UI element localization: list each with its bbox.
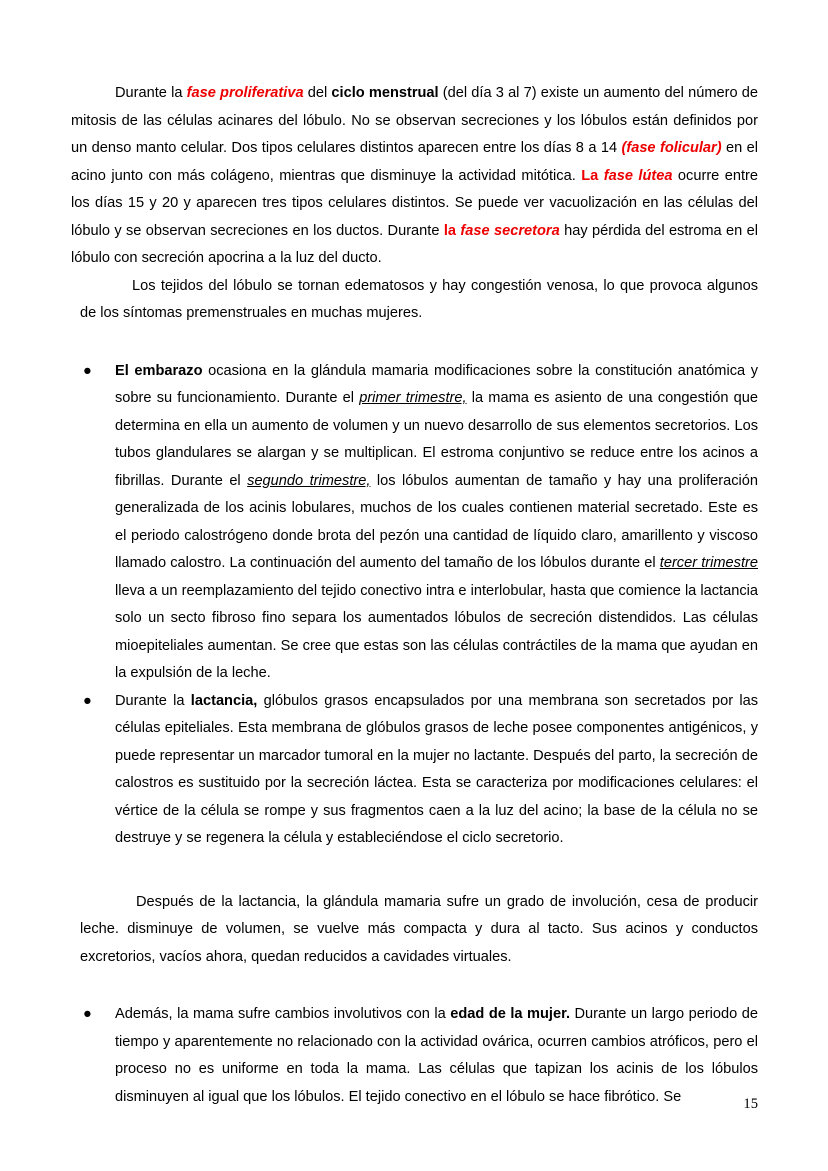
section-spacer bbox=[71, 853, 758, 889]
paragraph-despues-lactancia bbox=[80, 889, 758, 972]
term-edad-de-la-mujer: edad de la mujer. bbox=[450, 1006, 571, 1022]
term-fase-proliferativa: fase proliferativa bbox=[186, 85, 304, 101]
text-run: Los tejidos del lóbulo se tornan edematosos y hay congestión venosa, lo que provoca algunos de los síntomas premenstruales en muchas mujeres. bbox=[80, 277, 758, 321]
bullet-list-embarazo-lactancia bbox=[71, 358, 758, 853]
term-la-prefix-2: la bbox=[443, 222, 461, 239]
text-run: Durante la bbox=[115, 692, 191, 709]
text-run: en el acino junto con más colágeno, mientras que disminuye la actividad mitótica. bbox=[71, 140, 759, 184]
list-item-text bbox=[115, 1001, 758, 1111]
term-el-embarazo: El embarazo bbox=[115, 362, 203, 379]
paragraph-ciclo-menstrual bbox=[71, 80, 758, 273]
text-run: ocurre entre los días 15 y 20 y aparecen tres tipos celulares distintos. Se puede ver vacuolización en las células del lóbulo y se observan secreciones en los ductos. Durante bbox=[71, 167, 759, 239]
page-number: 15 bbox=[743, 1096, 758, 1112]
paragraph-spacer bbox=[71, 328, 758, 358]
document-body bbox=[71, 80, 758, 1111]
text-run: Después de la lactancia, la glándula mamaria sufre un grado de involución, cesa de producir leche. disminuye de volumen, se vuelve más compacta y dura al tacto. Sus acinos y conductos excretorios, vacíos ahora, quedan reducidos a cavidades virtuales. bbox=[80, 893, 758, 965]
term-fase-folicular: (fase folicular) bbox=[621, 140, 722, 156]
term-lactancia: lactancia, bbox=[190, 692, 258, 709]
text-run: la mama es asiento de una congestión que determina en ella un aumento de volumen y un nuevo desarrollo de sus elementos secretorios. Los tubos glandulares se alargan y se multiplican. El estroma conjuntivo se reduce entre los acinos a fibrillas. Durante el bbox=[115, 390, 758, 489]
text-run: del bbox=[303, 85, 332, 101]
text-run: Durante la bbox=[115, 85, 187, 101]
term-ciclo-menstrual: ciclo menstrual bbox=[331, 85, 439, 101]
list-item bbox=[80, 688, 758, 853]
text-run: los lóbulos aumentan de tamaño y hay una proliferación generalizada de los acinis lobulares, muchos de los cuales contienen material secretado. Este es el periodo calostrógeno donde brota del pezón una cantidad de líquido claro, amarillento y viscoso llamado calostro. La continuación del aumento del tamaño de los lóbulos durante el bbox=[115, 472, 758, 571]
term-fase-secretora: fase secretora bbox=[460, 222, 560, 239]
list-item-text bbox=[115, 688, 758, 853]
list-item-text bbox=[115, 358, 758, 688]
text-run: Además, la mama sufre cambios involutivos con la bbox=[115, 1006, 451, 1022]
term-la-prefix: La bbox=[581, 167, 604, 184]
bullet-icon: ● bbox=[83, 1006, 92, 1022]
text-run: glóbulos grasos encapsulados por una membrana son secretados por las células epiteliales. Esta membrana de glóbulos grasos de leche posee componentes antigénicos, y puede representar un marcador tumoral en la mujer no lactante. Después del parto, la secreción de calostros es sustituido por la secreción láctea. Esta se caracteriza por modificaciones celulares: el vértice de la célula se rompe y sus fragmentos caen a la luz del acino; la base de la célula no se destruye y se regenera la célula y estableciéndose el ciclo secretorio. bbox=[115, 692, 758, 846]
paragraph-spacer bbox=[71, 971, 758, 1001]
term-fase-lutea: fase lútea bbox=[603, 167, 673, 184]
text-run: Durante un largo periodo de tiempo y aparentemente no relacionado con la actividad ovárica, ocurren cambios atróficos, pero el proceso no es uniforme en toda la mama. Las células que tapizan los acinis de los lóbulos disminuyen al igual que los lóbulos. El tejido conectivo en el lóbulo se hace fibrótico. Se bbox=[115, 1006, 759, 1105]
list-item bbox=[80, 358, 758, 688]
text-run: (del día 3 al 7) existe un aumento del número de mitosis de las células acinares del lóbulo. No se observan secreciones y los lóbulos están definidos por un denso manto celular. Dos tipos celulares distintos aparecen entre los días 8 a 14 bbox=[71, 85, 758, 156]
bullet-list-edad bbox=[71, 1001, 758, 1111]
bullet-icon: ● bbox=[83, 692, 92, 709]
term-segundo-trimestre: segundo trimestre, bbox=[247, 472, 371, 489]
list-item bbox=[80, 1001, 758, 1111]
term-tercer-trimestre: tercer trimestre bbox=[659, 555, 758, 571]
text-run: lleva a un reemplazamiento del tejido conectivo intra e interlobular, hasta que comience la lactancia solo un secto fibroso fino separa los aumentados lóbulos de secreción distendidos. Las células mioepiteliales aumentan. Se cree que estas son las células contráctiles de la mama que ayudan en la expulsión de la leche. bbox=[115, 582, 758, 681]
bullet-icon: ● bbox=[83, 362, 92, 379]
text-run: hay pérdida del estroma en el lóbulo con secreción apocrina a la luz del ducto. bbox=[71, 222, 759, 266]
text-run: ocasiona en la glándula mamaria modificaciones sobre la constitución anatómica y sobre su funcionamiento. Durante el bbox=[115, 362, 758, 406]
term-primer-trimestre: primer trimestre, bbox=[359, 390, 467, 406]
paragraph-tejidos-lobulo bbox=[80, 273, 758, 328]
